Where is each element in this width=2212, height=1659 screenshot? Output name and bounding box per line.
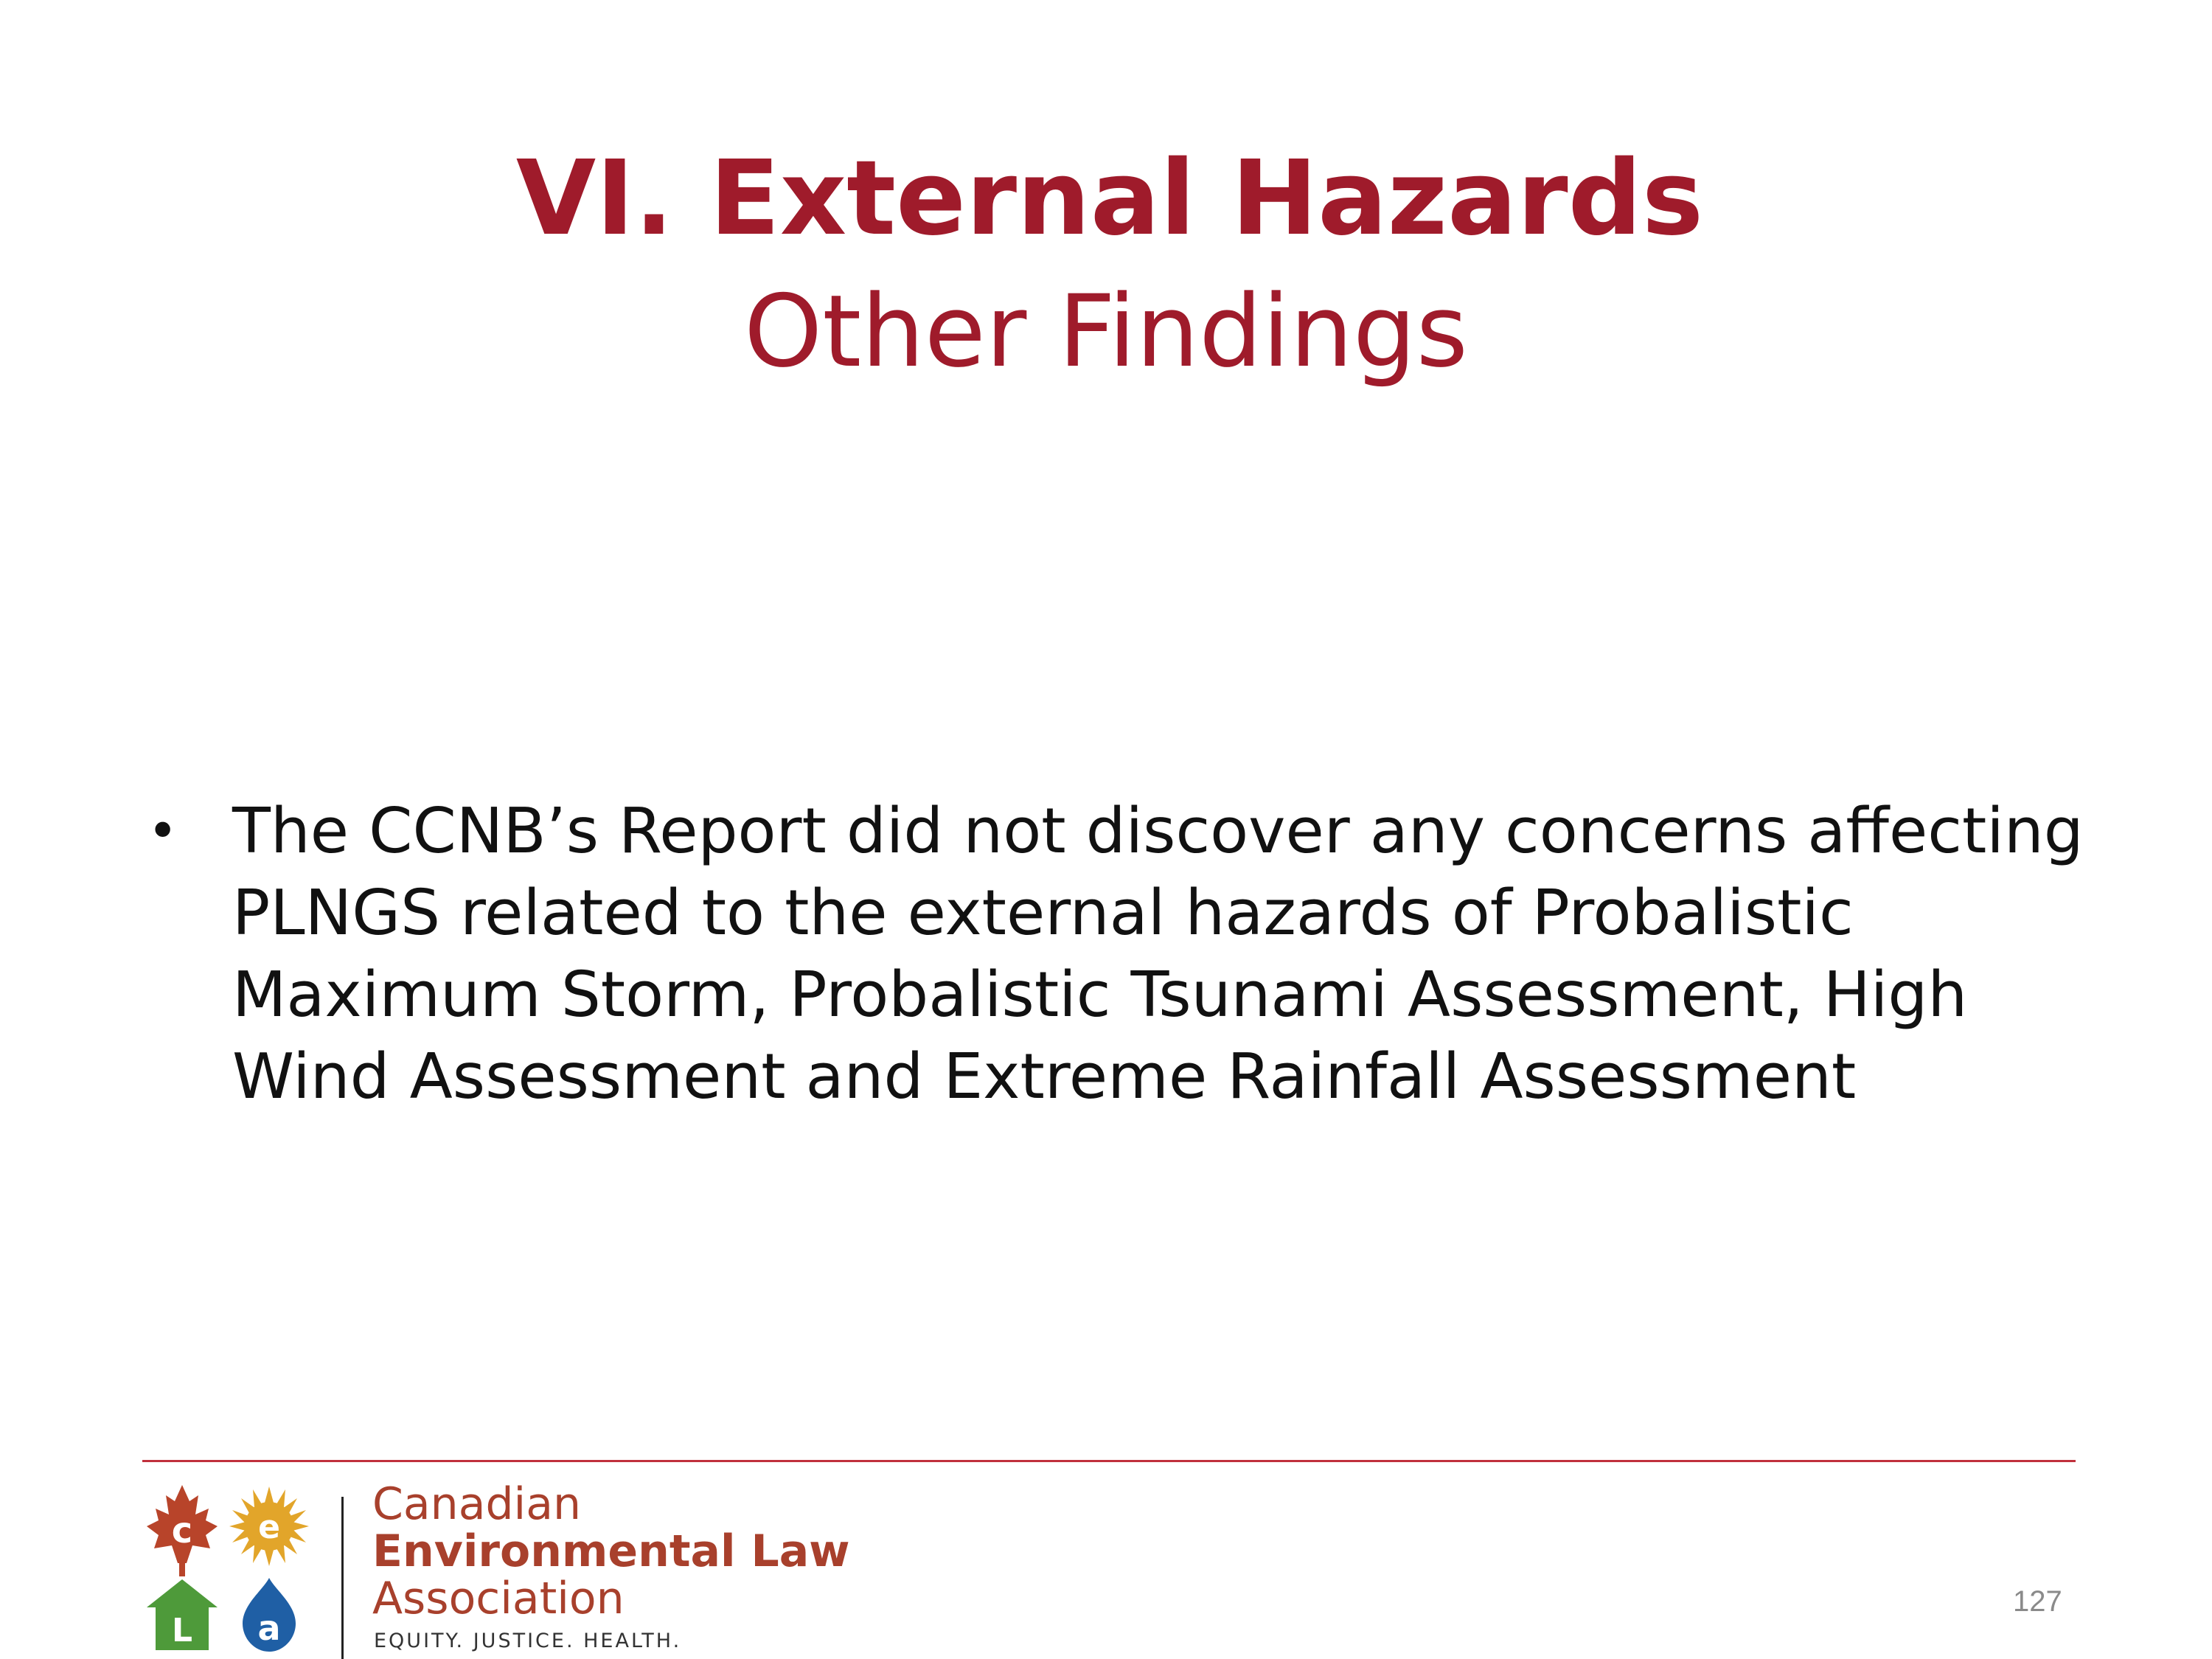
cela-logo-mark (144, 1475, 321, 1659)
logo-tagline: EQUITY. JUSTICE. HEALTH. (374, 1630, 682, 1652)
logo-letter-a: a (257, 1608, 281, 1648)
bullet-list (147, 790, 2094, 1118)
logo-line-association: Association (372, 1573, 625, 1624)
logo-letter-l: L (171, 1612, 193, 1649)
bullet-marker: • (147, 801, 178, 861)
water-drop-icon (243, 1578, 296, 1652)
bullet-line: PLNGS related to the external hazards of Probalistic (232, 877, 1854, 950)
slide-subtitle: Other Findings (744, 274, 1468, 389)
bullet-line: Maximum Storm, Probalistic Tsunami Assessment, High (232, 959, 1968, 1032)
bullet-line: The CCNB’s Report did not discover any concerns affecting (232, 795, 2084, 868)
footer-divider (142, 1460, 2076, 1462)
logo-line-environmental-law: Environmental Law (372, 1526, 850, 1577)
logo-line-canadian: Canadian (372, 1478, 582, 1530)
logo-letter-c: c (171, 1510, 193, 1551)
bullet-line: Wind Assessment and Extreme Rainfall Assessment (232, 1040, 1857, 1113)
logo-divider (341, 1497, 344, 1659)
cela-logo (144, 1475, 850, 1659)
house-icon (147, 1579, 218, 1650)
slide-title: VI. External Hazards (515, 139, 1704, 259)
page-number: 127 (2013, 1585, 2062, 1618)
sun-icon (229, 1486, 309, 1566)
logo-letter-e: e (258, 1509, 280, 1546)
maple-leaf-icon (147, 1485, 218, 1576)
bullet-item (147, 790, 2094, 1118)
